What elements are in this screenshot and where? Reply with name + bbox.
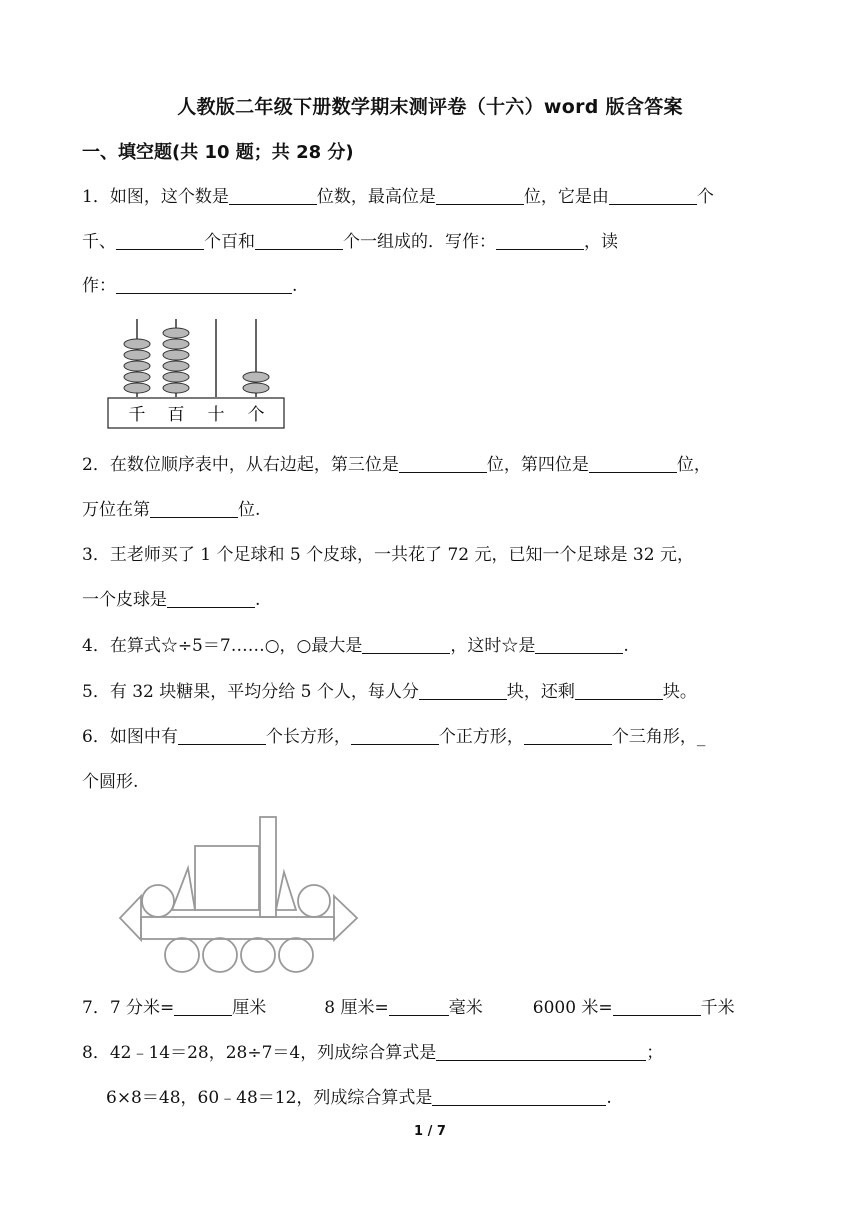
figure-square: [195, 846, 259, 910]
shapes-figure: [110, 810, 370, 980]
abacus-bead: [124, 383, 150, 393]
abacus-label-ones: 个: [247, 405, 265, 425]
abacus-bead: [163, 372, 189, 382]
answer-blank[interactable]: [389, 997, 449, 1016]
abacus-label-thousands: 千: [128, 405, 146, 425]
answer-blank[interactable]: [575, 681, 663, 700]
answer-blank[interactable]: [174, 997, 232, 1016]
q7-line: 7．7 分米= 厘米 8 厘米= 毫米 6000 米= 千米: [82, 998, 735, 1018]
q8-line-2: 6×8＝48，60﹣48＝12，列成综合算式是 .: [106, 1088, 612, 1108]
q1-line-1: 1．如图，这个数是 位数，最高位是 位，它是由 个: [82, 187, 714, 207]
answer-blank[interactable]: [399, 454, 487, 473]
abacus-bead: [163, 383, 189, 393]
page-title: 人教版二年级下册数学期末测评卷（十六）word 版含答案: [177, 96, 683, 118]
abacus-bead: [124, 361, 150, 371]
abacus-bead: [243, 372, 269, 382]
figure-wheel: [203, 938, 237, 972]
abacus-bead: [124, 339, 150, 349]
answer-blank[interactable]: [436, 1042, 646, 1061]
abacus-bead: [163, 350, 189, 360]
abacus-bead: [243, 383, 269, 393]
figure-circle: [298, 885, 330, 917]
section-heading: 一、填空题(共 10 题；共 28 分): [82, 142, 354, 163]
page-number: 1 / 7: [414, 1124, 446, 1139]
answer-blank[interactable]: [609, 186, 697, 205]
answer-blank[interactable]: [116, 275, 292, 294]
answer-blank[interactable]: [432, 1087, 606, 1106]
abacus-bead: [124, 372, 150, 382]
answer-blank[interactable]: [178, 726, 266, 745]
figure-left-triangle: [120, 896, 141, 940]
answer-blank[interactable]: [496, 231, 584, 250]
answer-blank[interactable]: [419, 681, 507, 700]
figure-triangle: [276, 872, 296, 910]
figure-triangle: [172, 868, 195, 910]
figure-circle: [142, 885, 174, 917]
answer-blank[interactable]: [229, 186, 317, 205]
answer-blank[interactable]: [362, 635, 450, 654]
figure-wheel: [165, 938, 199, 972]
answer-blank[interactable]: [589, 454, 677, 473]
answer-blank[interactable]: [150, 499, 238, 518]
q2-line-2: 万位在第 位.: [82, 500, 261, 520]
q1-line-2: 千、 个百和 个一组成的．写作： ，读: [82, 232, 618, 252]
answer-blank[interactable]: [613, 997, 701, 1016]
answer-blank[interactable]: [524, 726, 612, 745]
figure-deck-rectangle: [141, 917, 334, 939]
abacus-label-tens: 十: [207, 405, 225, 425]
figure-tall-rectangle: [260, 817, 276, 917]
abacus-bead: [124, 350, 150, 360]
q5-line: 5．有 32 块糖果，平均分给 5 个人，每人分 块，还剩 块。: [82, 682, 697, 702]
abacus-bead: [163, 361, 189, 371]
abacus-label-hundreds: 百: [167, 405, 185, 425]
q2-line-1: 2．在数位顺序表中，从右边起，第三位是 位，第四位是 位，: [82, 455, 711, 475]
answer-blank[interactable]: [436, 186, 524, 205]
figure-wheel: [241, 938, 275, 972]
answer-blank[interactable]: [351, 726, 439, 745]
abacus-bead: [163, 328, 189, 338]
figure-wheel: [279, 938, 313, 972]
answer-blank[interactable]: [116, 231, 204, 250]
q3-line-1: 3．王老师买了 1 个足球和 5 个皮球，一共花了 72 元，已知一个足球是 32 元，: [82, 545, 694, 565]
q4-line: 4．在算式☆÷5＝7……○，○最大是 ，这时☆是 .: [82, 636, 629, 656]
q1-line-3: 作： .: [82, 276, 298, 296]
q6-line-2: 个圆形.: [82, 772, 139, 792]
q6-line-1: 6．如图中有 个长方形， 个正方形， 个三角形，_: [82, 727, 706, 747]
abacus-bead: [163, 339, 189, 349]
answer-blank[interactable]: [535, 635, 623, 654]
q3-line-2: 一个皮球是 .: [82, 590, 261, 610]
answer-blank[interactable]: [167, 589, 255, 608]
q8-line-1: 8．42﹣14＝28，28÷7＝4，列成综合算式是 ；: [82, 1043, 664, 1063]
answer-blank[interactable]: [255, 231, 343, 250]
abacus-figure: [105, 315, 290, 433]
figure-right-triangle: [334, 896, 357, 940]
